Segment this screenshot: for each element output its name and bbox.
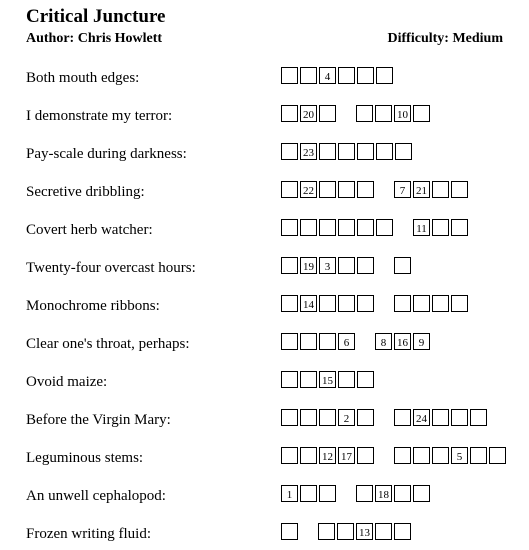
answer-cell[interactable] xyxy=(470,409,487,426)
answer-cell[interactable] xyxy=(338,447,355,464)
cell-number: 10 xyxy=(397,109,408,121)
answer-cell[interactable] xyxy=(300,67,317,84)
answer-cell[interactable] xyxy=(432,409,449,426)
answer-cell[interactable] xyxy=(338,67,355,84)
answer-cell[interactable] xyxy=(375,523,392,540)
answer-cell[interactable] xyxy=(357,67,374,84)
answer-cell[interactable] xyxy=(281,523,298,540)
cell-number: 2 xyxy=(343,413,350,425)
cell-number: 6 xyxy=(343,337,350,349)
clue-row xyxy=(0,447,529,469)
answer-cell[interactable] xyxy=(281,67,298,84)
cell-number: 19 xyxy=(303,261,314,273)
clue-row xyxy=(0,105,529,127)
answer-cell[interactable] xyxy=(319,447,336,464)
cell-number: 14 xyxy=(303,299,314,311)
answer-cell[interactable] xyxy=(338,409,355,426)
clue-text: Pay-scale during darkness: xyxy=(26,146,187,162)
answer-cell[interactable] xyxy=(357,371,374,388)
cell-number: 15 xyxy=(322,375,333,387)
cell-number: 22 xyxy=(303,185,314,197)
answer-cell[interactable] xyxy=(319,409,336,426)
answer-cell[interactable] xyxy=(281,371,298,388)
clue-text: An unwell cephalopod: xyxy=(26,488,166,504)
answer-cell[interactable] xyxy=(300,409,317,426)
answer-cell[interactable] xyxy=(489,447,506,464)
clue-row xyxy=(0,409,529,431)
answer-cell[interactable] xyxy=(337,523,354,540)
puzzle-title: Critical Juncture xyxy=(26,6,166,27)
answer-cell[interactable] xyxy=(413,333,430,350)
answer-cell[interactable] xyxy=(413,219,430,236)
cell-number: 24 xyxy=(416,413,427,425)
answer-cell[interactable] xyxy=(338,143,355,160)
answer-cell[interactable] xyxy=(356,105,373,122)
answer-cell[interactable] xyxy=(281,143,298,160)
answer-cell[interactable] xyxy=(395,143,412,160)
cell-number: 3 xyxy=(324,261,331,273)
answer-cell[interactable] xyxy=(319,485,336,502)
answer-cell[interactable] xyxy=(356,485,373,502)
answer-cell[interactable] xyxy=(432,181,449,198)
answer-cell[interactable] xyxy=(432,295,449,312)
answer-cell[interactable] xyxy=(375,485,392,502)
answer-cell[interactable] xyxy=(413,485,430,502)
clue-text: Leguminous stems: xyxy=(26,450,144,466)
answer-cell[interactable] xyxy=(413,105,430,122)
answer-cell[interactable] xyxy=(451,447,468,464)
answer-cell[interactable] xyxy=(300,143,317,160)
answer-cell[interactable] xyxy=(357,143,374,160)
answer-cell[interactable] xyxy=(319,371,336,388)
answer-cell[interactable] xyxy=(300,181,317,198)
answer-cell[interactable] xyxy=(432,447,449,464)
answer-cell[interactable] xyxy=(394,333,411,350)
answer-cell[interactable] xyxy=(319,257,336,274)
answer-cell[interactable] xyxy=(451,409,468,426)
clue-text: Clear one's throat, perhaps: xyxy=(26,336,190,352)
clue-row xyxy=(0,371,529,393)
answer-cell[interactable] xyxy=(376,219,393,236)
answer-cell[interactable] xyxy=(300,333,317,350)
answer-cell[interactable] xyxy=(394,447,411,464)
answer-cell[interactable] xyxy=(281,295,298,312)
answer-cell[interactable] xyxy=(300,447,317,464)
clue-row xyxy=(0,219,529,241)
answer-cell[interactable] xyxy=(319,333,336,350)
answer-cell[interactable] xyxy=(451,181,468,198)
clue-row xyxy=(0,143,529,165)
answer-cell[interactable] xyxy=(319,181,336,198)
clue-text: Secretive dribbling: xyxy=(26,184,145,200)
cell-number: 18 xyxy=(378,489,389,501)
answer-cell[interactable] xyxy=(281,447,298,464)
clue-row xyxy=(0,333,529,355)
answer-cell[interactable] xyxy=(375,105,392,122)
clue-row xyxy=(0,523,529,545)
answer-cell[interactable] xyxy=(319,295,336,312)
clue-text: Ovoid maize: xyxy=(26,374,108,390)
answer-cell[interactable] xyxy=(319,143,336,160)
clue-text: Monochrome ribbons: xyxy=(26,298,160,314)
puzzle-difficulty: Difficulty: Medium xyxy=(387,31,503,46)
answer-cell[interactable] xyxy=(281,257,298,274)
answer-cell[interactable] xyxy=(413,181,430,198)
cell-number: 8 xyxy=(380,337,387,349)
answer-cell[interactable] xyxy=(338,219,355,236)
answer-cell[interactable] xyxy=(338,333,355,350)
clue-text: I demonstrate my terror: xyxy=(26,108,173,124)
answer-cell[interactable] xyxy=(319,67,336,84)
answer-cell[interactable] xyxy=(300,105,317,122)
answer-cell[interactable] xyxy=(357,181,374,198)
cell-number: 4 xyxy=(324,71,331,83)
cell-number: 17 xyxy=(341,451,352,463)
answer-cell[interactable] xyxy=(375,333,392,350)
cell-number: 13 xyxy=(359,527,370,539)
cell-number: 1 xyxy=(286,489,293,501)
clue-row xyxy=(0,257,529,279)
cell-number: 21 xyxy=(416,185,427,197)
answer-cell[interactable] xyxy=(376,67,393,84)
answer-cell[interactable] xyxy=(318,523,335,540)
clue-row xyxy=(0,295,529,317)
cell-number: 20 xyxy=(303,109,314,121)
clue-text: Covert herb watcher: xyxy=(26,222,153,238)
answer-cell[interactable] xyxy=(394,409,411,426)
answer-cell[interactable] xyxy=(413,447,430,464)
answer-cell[interactable] xyxy=(338,295,355,312)
answer-cell[interactable] xyxy=(357,447,374,464)
answer-cell[interactable] xyxy=(356,523,373,540)
clue-text: Twenty-four overcast hours: xyxy=(26,260,196,276)
cell-number: 5 xyxy=(456,451,463,463)
answer-cell[interactable] xyxy=(300,485,317,502)
answer-cell[interactable] xyxy=(394,523,411,540)
cell-number: 12 xyxy=(322,451,333,463)
answer-cell[interactable] xyxy=(451,219,468,236)
clue-row xyxy=(0,181,529,203)
answer-cell[interactable] xyxy=(394,257,411,274)
answer-cell[interactable] xyxy=(413,295,430,312)
answer-cell[interactable] xyxy=(281,485,298,502)
answer-cell[interactable] xyxy=(357,257,374,274)
answer-cell[interactable] xyxy=(413,409,430,426)
answer-cell[interactable] xyxy=(338,181,355,198)
clue-row xyxy=(0,67,529,89)
answer-cell[interactable] xyxy=(394,295,411,312)
answer-cell[interactable] xyxy=(338,371,355,388)
answer-cell[interactable] xyxy=(394,181,411,198)
answer-cell[interactable] xyxy=(281,105,298,122)
answer-cell[interactable] xyxy=(281,409,298,426)
answer-cell[interactable] xyxy=(357,295,374,312)
cell-number: 11 xyxy=(416,223,427,235)
clue-text: Before the Virgin Mary: xyxy=(26,412,171,428)
answer-cell[interactable] xyxy=(300,257,317,274)
clue-text: Frozen writing fluid: xyxy=(26,526,151,542)
answer-cell[interactable] xyxy=(394,105,411,122)
answer-cell[interactable] xyxy=(394,485,411,502)
answer-cell[interactable] xyxy=(300,295,317,312)
puzzle-author: Author: Chris Howlett xyxy=(26,31,163,46)
answer-cell[interactable] xyxy=(319,105,336,122)
cell-number: 7 xyxy=(399,185,406,197)
answer-cell[interactable] xyxy=(432,219,449,236)
answer-cell[interactable] xyxy=(300,371,317,388)
answer-cell[interactable] xyxy=(376,143,393,160)
answer-cell[interactable] xyxy=(281,333,298,350)
answer-cell[interactable] xyxy=(319,219,336,236)
cell-number: 16 xyxy=(397,337,408,349)
answer-cell[interactable] xyxy=(338,257,355,274)
answer-cell[interactable] xyxy=(300,219,317,236)
clue-row xyxy=(0,485,529,507)
clue-text: Both mouth edges: xyxy=(26,70,140,86)
answer-cell[interactable] xyxy=(451,295,468,312)
answer-cell[interactable] xyxy=(357,219,374,236)
cell-number: 9 xyxy=(418,337,425,349)
answer-cell[interactable] xyxy=(281,219,298,236)
answer-cell[interactable] xyxy=(281,181,298,198)
answer-cell[interactable] xyxy=(357,409,374,426)
answer-cell[interactable] xyxy=(470,447,487,464)
cell-number: 23 xyxy=(303,147,314,159)
